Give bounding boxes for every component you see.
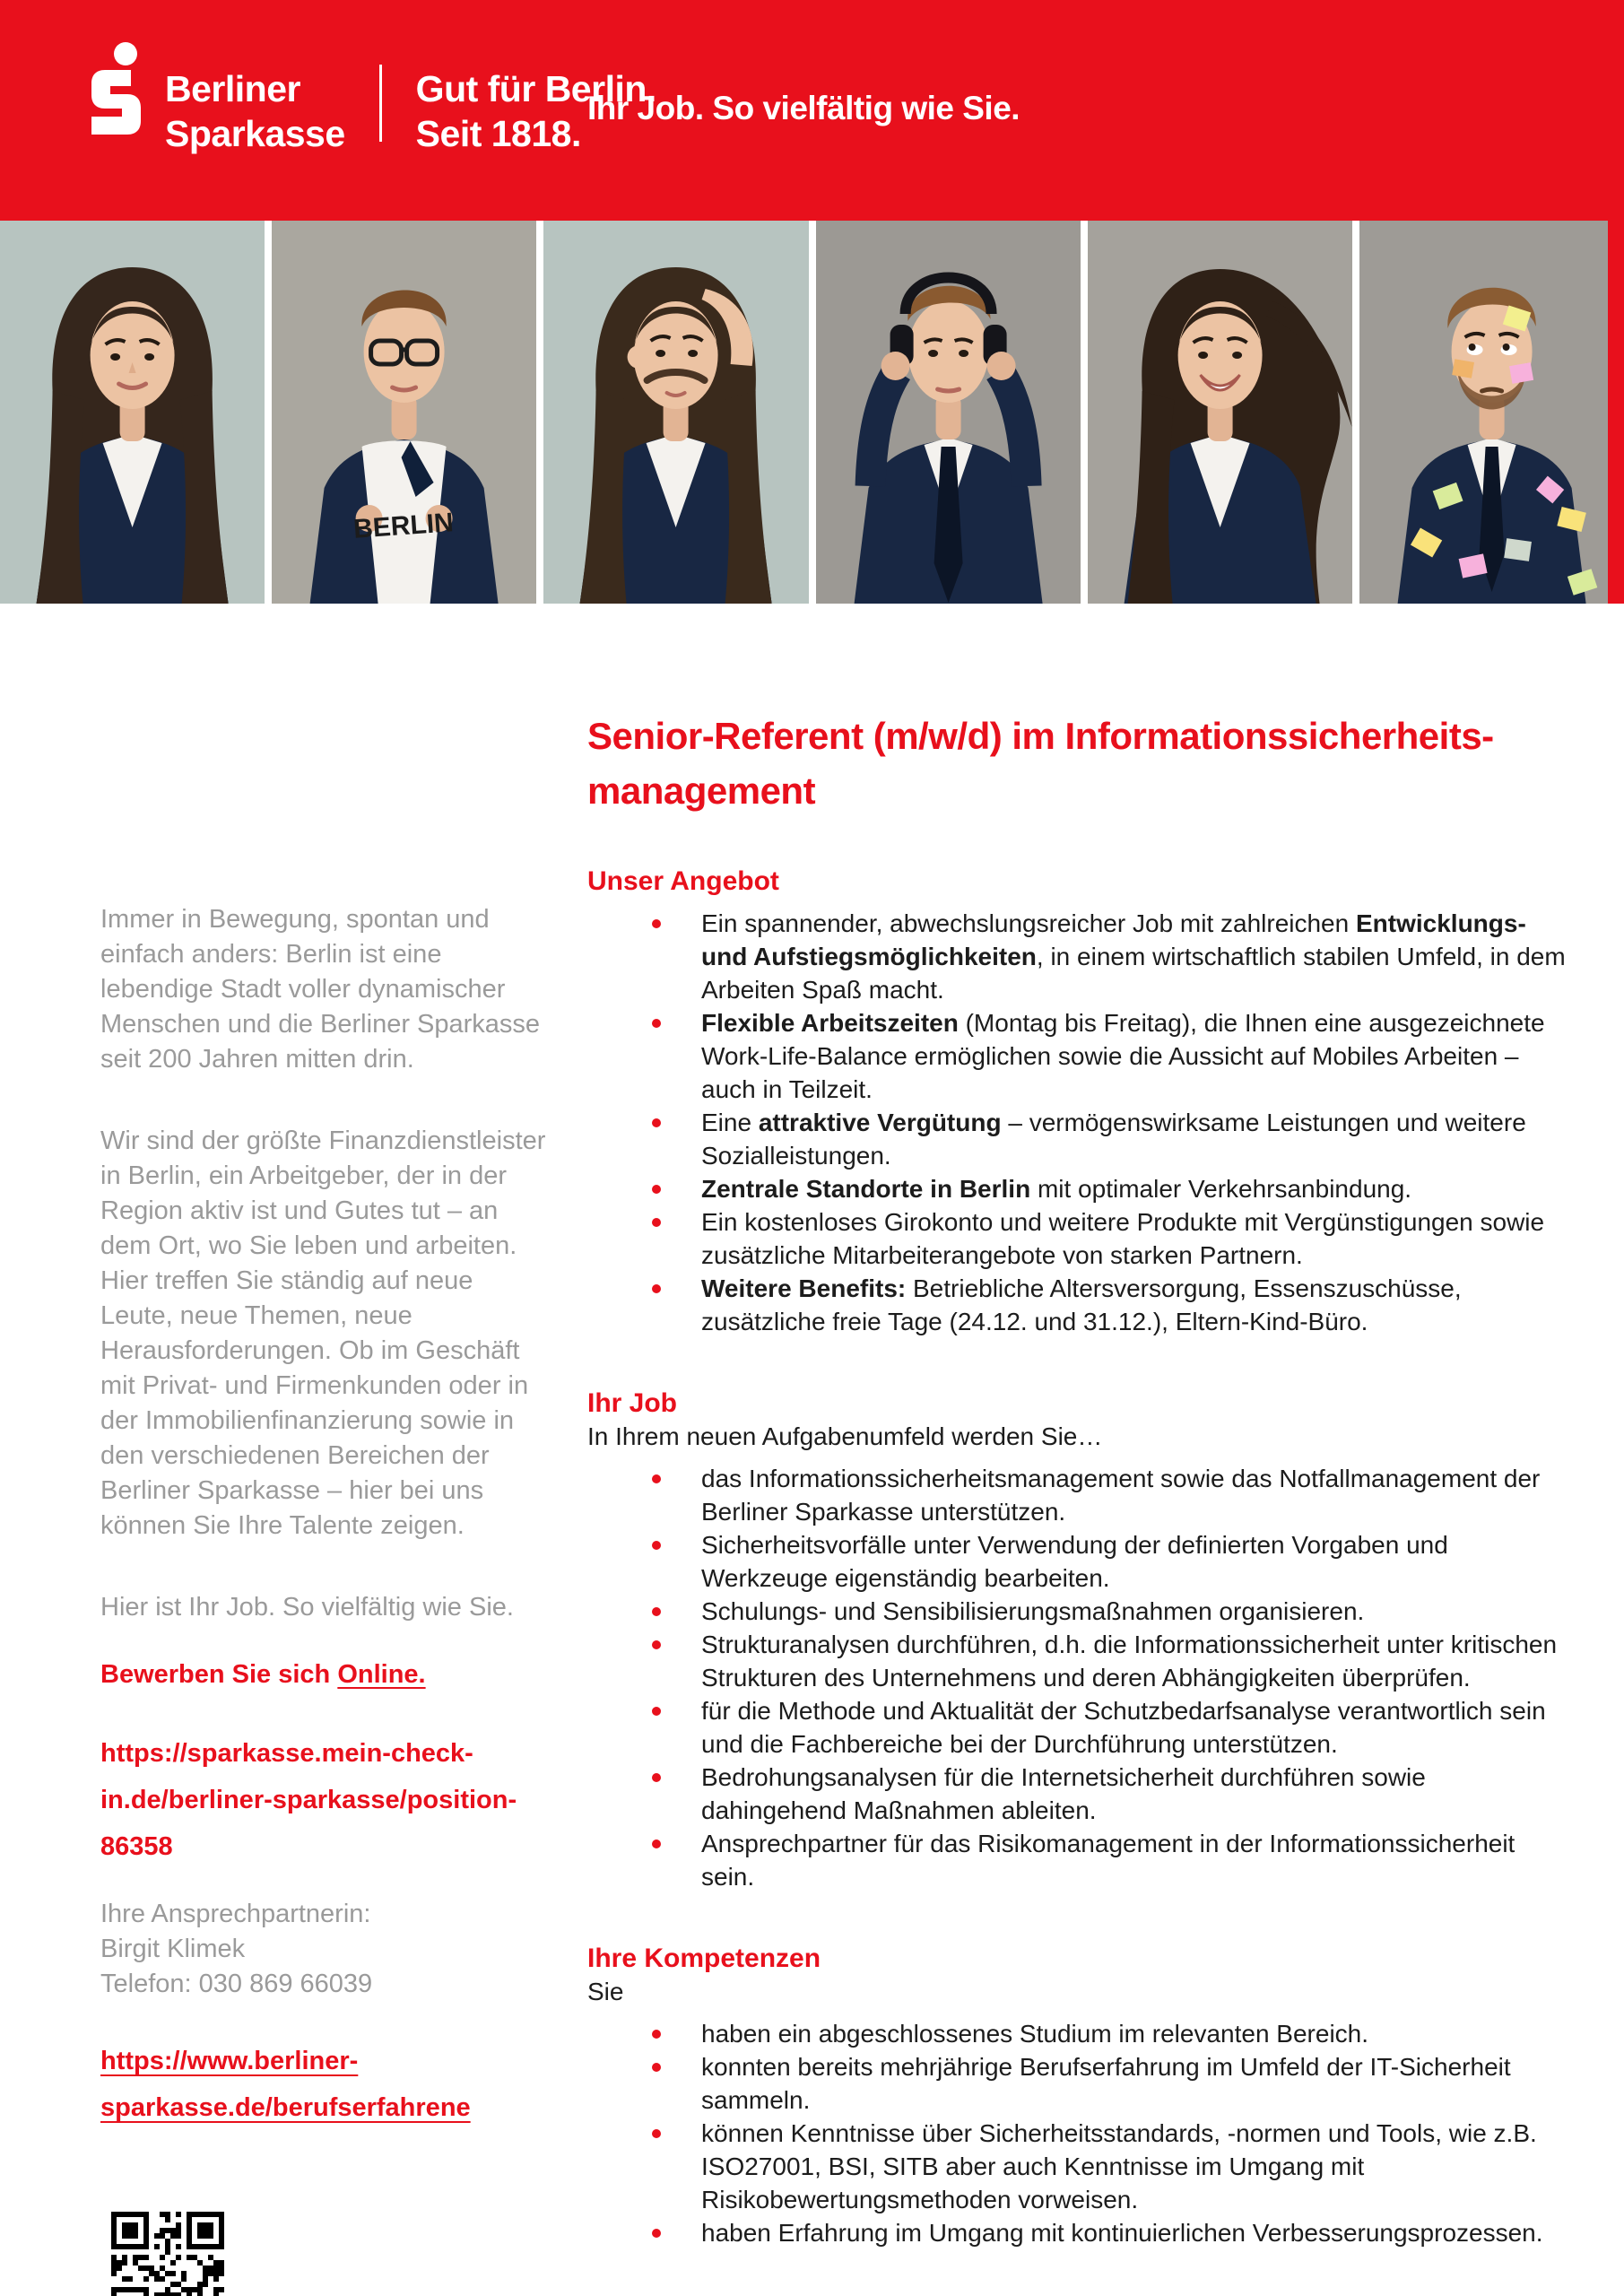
photo-woman-smiling xyxy=(1088,221,1352,604)
careers-url-link[interactable] xyxy=(100,2038,549,2131)
section-heading-ihr-job: Ihr Job xyxy=(587,1388,678,1418)
text-line: Ihre Ansprechpartnerin: xyxy=(100,1900,371,1928)
intro-paragraph-2: Wir sind der größte Finanzdienstleister in Berlin, ein Arbeitgeber, der in der Region aktiv ist und Gutes tut – an dem Ort, wo Sie leben und arbeiten. Hier treffen Sie ständig auf neue Leute, neue Themen, neue Herausforderungen. Ob im Geschäft mit Privat- und Firmenkunden oder in der Immobilienfinanzierung sowie in den verschiedenen Bereichen der Berliner Sparkasse – hier bei uns können Sie Ihre Talente zeigen. xyxy=(100,1126,546,1540)
bullet-list-unser-angebot xyxy=(587,907,1574,1338)
bullet-item: Sicherheitsvorfälle unter Verwendung der definierten Vorgaben und Werkzeuge eigenständig bearbeiten. xyxy=(587,1528,1574,1595)
intro-paragraph-3: Hier ist Ihr Job. So vielfältig wie Sie. xyxy=(100,1593,514,1622)
bullet-list-ihr-job xyxy=(587,1462,1574,1893)
text-line: Birgit Klimek xyxy=(100,1935,246,1963)
bullet-item: Weitere Benefits: Betriebliche Altersversorgung, Essenszuschüsse, zusätzliche freie Tage (24.12. und 31.12.), Eltern-Kind-Büro. xyxy=(587,1272,1574,1338)
section-heading-ihre-kompetenzen: Ihre Kompetenzen xyxy=(587,1944,821,1973)
logo-line-1: Berliner xyxy=(165,68,300,109)
sparkasse-logo xyxy=(88,41,656,156)
bullet-item: haben ein abgeschlossenes Studium im relevanten Bereich. xyxy=(587,2017,1574,2050)
bullet-item: Flexible Arbeitszeiten (Montag bis Freitag), die Ihnen eine ausgezeichnete Work-Life-Balance ermöglichen sowie die Aussicht auf Mobiles Arbeiten – auch in Teilzeit. xyxy=(587,1006,1574,1106)
bullet-item: Ein kostenloses Girokonto und weitere Produkte mit Vergünstigungen sowie zusätzliche Mitarbeiterangebote von starken Partnern. xyxy=(587,1205,1574,1272)
claim-line-1: Gut für Berlin. xyxy=(415,68,656,109)
photo-man-headphones xyxy=(816,221,1081,604)
section-heading-unser-angebot: Unser Angebot xyxy=(587,866,779,896)
job-title-line-2: management xyxy=(587,770,816,812)
text-line: sparkasse.de/berufserfahrene xyxy=(100,2093,471,2122)
bullet-item: Bedrohungsanalysen für die Internetsicherheit durchführen sowie dahingehend Maßnahmen ableiten. xyxy=(587,1761,1574,1827)
application-url-link[interactable] xyxy=(100,1730,549,1870)
apply-line xyxy=(100,1657,549,1692)
bullet-item: können Kenntnisse über Sicherheitsstandards, -normen und Tools, wie z.B. ISO27001, BSI, SITB aber auch Kenntnisse im Umgang mit Risikobewertungsmethoden vorweisen. xyxy=(587,2117,1574,2216)
bullet-item: Ein spannender, abwechslungsreicher Job mit zahlreichen Entwicklungs- und Aufstiegsmöglichkeiten, in einem wirtschaftlich stabilen Umfeld, in dem Arbeiten Spaß macht. xyxy=(587,907,1574,1006)
intro-paragraph-1: Immer in Bewegung, spontan und einfach anders: Berlin ist eine lebendige Stadt voller dynamischer Menschen und die Berliner Sparkasse seit 200 Jahren mitten drin. xyxy=(100,905,541,1074)
section-ihre-kompetenzen xyxy=(587,1942,1574,2249)
left-column xyxy=(100,902,549,2158)
text-line: 86358 xyxy=(100,1832,173,1861)
apply-online-link[interactable]: Online. xyxy=(337,1660,426,1689)
bullet-item: Schulungs- und Sensibilisierungsmaßnahmen organisieren. xyxy=(587,1595,1574,1628)
photo-man-berlin-shirt xyxy=(272,221,536,604)
logo-wordmark xyxy=(165,66,345,156)
right-column xyxy=(587,709,1574,2296)
job-title-line-1: Senior-Referent (m/w/d) im Informationssicherheits- xyxy=(587,715,1494,757)
bullet-item: konnten bereits mehrjährige Berufserfahrung im Umfeld der IT-Sicherheit sammeln. xyxy=(587,2050,1574,2117)
text-line: Telefon: 030 869 66039 xyxy=(100,1970,373,1998)
photo-man-sticky-notes xyxy=(1359,221,1624,604)
photo-woman-long-hair xyxy=(0,221,265,604)
contact-block xyxy=(100,1897,549,2002)
sparkasse-s-icon xyxy=(88,41,142,140)
bullet-item: haben Erfahrung im Umgang mit kontinuierlichen Verbesserungsprozessen. xyxy=(587,2216,1574,2249)
section-unser-angebot xyxy=(587,865,1574,1338)
header-bar xyxy=(0,0,1624,221)
bullet-item: Ansprechpartner für das Risikomanagement in der Informationssicherheit sein. xyxy=(587,1827,1574,1893)
photo-strip xyxy=(0,221,1624,604)
section-ihr-job xyxy=(587,1387,1574,1893)
job-title xyxy=(587,709,1574,818)
section-intro-ihre-kompetenzen: Sie xyxy=(587,1978,624,2005)
text-line: https://sparkasse.mein-check- xyxy=(100,1739,473,1768)
apply-prefix: Bewerben Sie sich xyxy=(100,1660,338,1689)
bullet-item: Strukturanalysen durchführen, d.h. die Informationssicherheit unter kritischen Strukturen des Unternehmens und deren Abhängigkeiten überprüfen. xyxy=(587,1628,1574,1694)
text-line: https://www.berliner- xyxy=(100,2047,359,2075)
logo-divider xyxy=(379,65,382,142)
qr-code xyxy=(111,2212,224,2296)
bullet-item: Zentrale Standorte in Berlin mit optimaler Verkehrsanbindung. xyxy=(587,1172,1574,1205)
text-line: in.de/berliner-sparkasse/position- xyxy=(100,1786,517,1814)
section-intro-ihr-job: In Ihrem neuen Aufgabenumfeld werden Sie… xyxy=(587,1422,1103,1450)
header-tagline: Ihr Job. So vielfältig wie Sie. xyxy=(587,90,1020,126)
berlin-shirt-text: BERLIN xyxy=(352,508,455,544)
bullet-item: für die Methode und Aktualität der Schutzbedarfsanalyse verantwortlich sein und die Fachbereiche bei der Durchführung unterstützen. xyxy=(587,1694,1574,1761)
photo-woman-hair-moustache xyxy=(543,221,808,604)
red-edge-strip xyxy=(1608,221,1624,604)
claim-line-2: Seit 1818. xyxy=(415,113,581,154)
bullet-list-ihre-kompetenzen xyxy=(587,2017,1574,2249)
logo-line-2: Sparkasse xyxy=(165,113,345,154)
bullet-item: das Informationssicherheitsmanagement sowie das Notfallmanagement der Berliner Sparkasse unterstützen. xyxy=(587,1462,1574,1528)
bullet-item: Eine attraktive Vergütung – vermögenswirksame Leistungen und weitere Sozialleistungen. xyxy=(587,1106,1574,1172)
